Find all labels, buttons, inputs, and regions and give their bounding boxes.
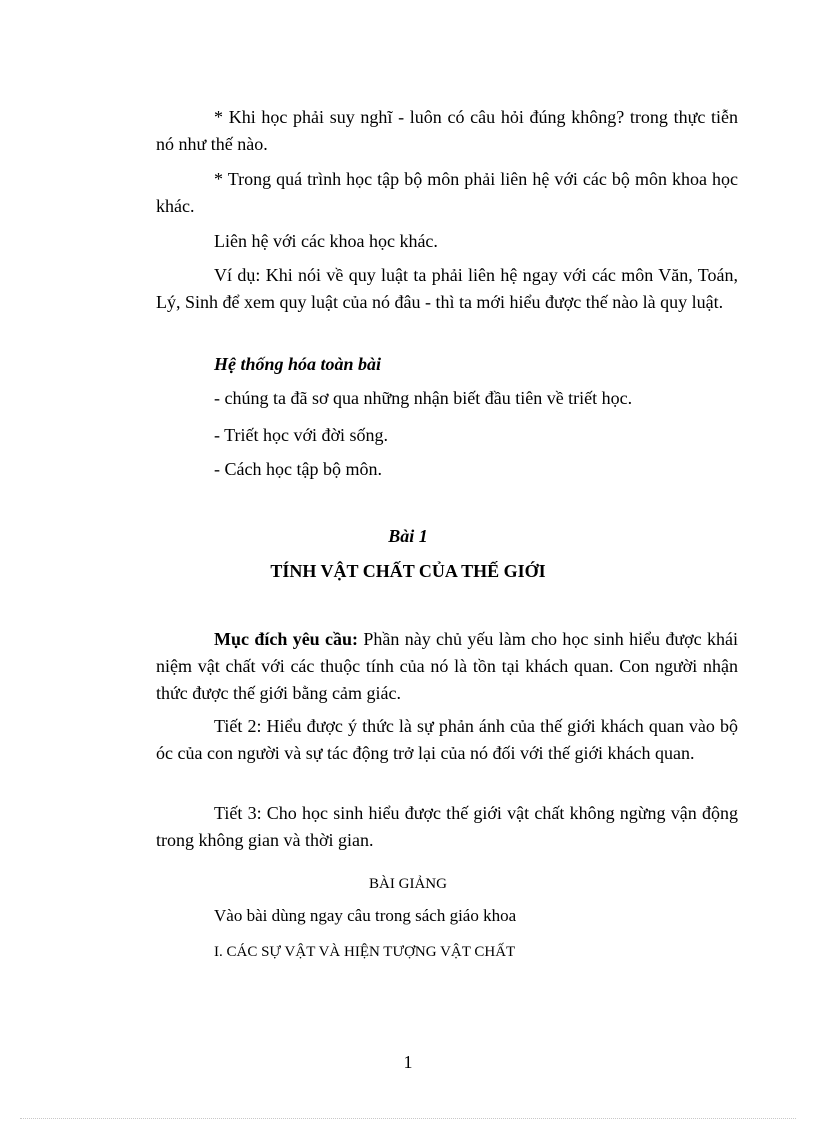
paragraph-example: Ví dụ: Khi nói về quy luật ta phải liên hệ ngay với các môn Văn, Toán, Lý, Sinh để xem quy luật của nó đâu - thì ta mới hiểu được thế nào là quy luật.: [156, 265, 738, 312]
summary-item-2: - Triết học với đời sống.: [214, 425, 389, 445]
page-bottom-divider: [20, 1118, 796, 1119]
objectives-text: Phần này chủ yếu làm cho học sinh hiểu được khái niệm vật chất với các thuộc tính của nó là tồn tại khách quan. Con người nhận thức được thế giới bằng cảm giác.: [156, 629, 738, 703]
paragraph-tiet-3: Tiết 3: Cho học sinh hiểu được thế giới vật chất không ngừng vận động trong không gian và thời gian.: [156, 803, 738, 850]
lecture-intro: Vào bài dùng ngay câu trong sách giáo khoa: [214, 906, 517, 925]
paragraph-relate: * Trong quá trình học tập bộ môn phải liên hệ với các bộ môn khoa học khác.: [156, 169, 738, 216]
summary-item-1: - chúng ta đã sơ qua những nhận biết đầu tiên về triết học.: [214, 388, 633, 408]
paragraph-tiet-2: Tiết 2: Hiểu được ý thức là sự phản ánh của thế giới khách quan vào bộ óc của con người và sự tác động trở lại của nó đối với thế giới khách quan.: [156, 716, 738, 763]
objectives-label: Mục đích yêu cầu:: [214, 629, 359, 649]
lesson-title: TÍNH VẬT CHẤT CỦA THẾ GIỚI: [270, 561, 546, 581]
paragraph-relate-sciences: Liên hệ với các khoa học khác.: [214, 231, 438, 251]
objectives-paragraph: [156, 626, 738, 707]
page-number: 1: [403, 1052, 413, 1072]
lesson-number: Bài 1: [388, 526, 428, 546]
section-heading-1: I. CÁC SỰ VẬT VÀ HIỆN TƯỢNG VẬT CHẤT: [214, 944, 516, 960]
summary-item-3: - Cách học tập bộ môn.: [214, 459, 382, 479]
lecture-heading: BÀI GIẢNG: [369, 876, 447, 892]
paragraph-think: * Khi học phải suy nghĩ - luôn có câu hỏi đúng không? trong thực tiễn nó như thế nào.: [156, 107, 738, 154]
summary-heading: Hệ thống hóa toàn bài: [214, 354, 382, 374]
